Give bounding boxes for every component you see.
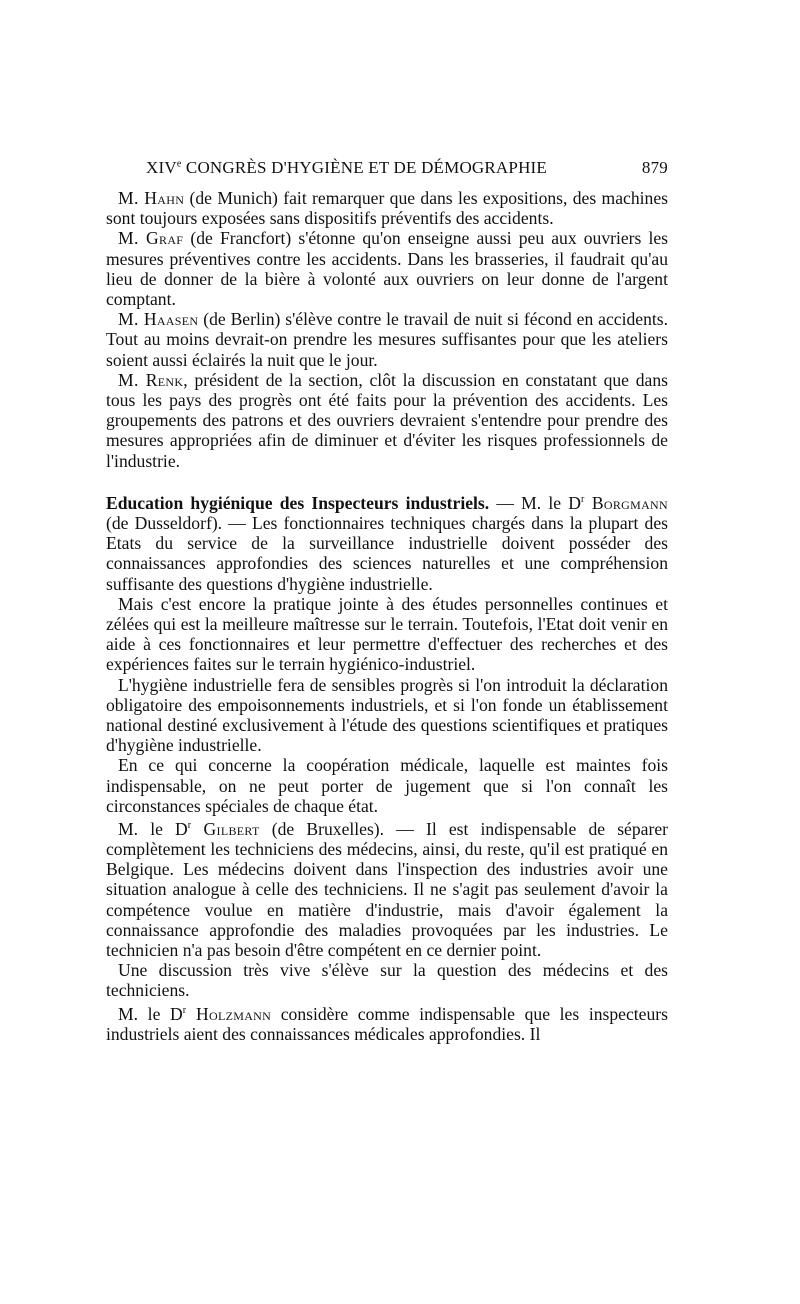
running-title — [146, 158, 547, 178]
paragraph-text: considère comme indispensable que les inspecteurs industriels aient des connaissances médicales approfondies. Il — [106, 1003, 668, 1044]
paragraph-text: En ce qui concerne la coopération médicale, laquelle est maintes fois indispensable, on ne peut porter de jugement que si l'on connaît les circonstances spéciales de chaque état. — [106, 755, 668, 816]
running-title-main: XIV — [146, 158, 177, 177]
speaker-name: M. Graf — [118, 228, 184, 249]
paragraph-text: Mais c'est encore la pratique jointe à des études personnelles continues et zélées qui est la meilleure maîtresse sur le terrain. Toutefois, l'Etat doit venir en aide à ces fonctionnaires et leur permettre d'effectuer des recherches et des expériences faites sur le terrain hygiénico-industriel. — [106, 593, 668, 675]
paragraph-text: (de Francfort) s'étonne qu'on enseigne aussi peu aux ouvriers les mesures préventives contre les accidents. Dans les brasseries, il faudrait qu'au lieu de donner de la bière à volonté aux ouvriers on leur donne de l'argent comptant. — [106, 228, 669, 310]
speaker-name: M. Haasen — [118, 309, 199, 330]
paragraph-text: (de Berlin) s'élève contre le travail de nuit si fécond en accidents. Tout au moins devrait-on prendre les mesures suffisantes pour que les ateliers soient aussi éclairés la nuit que le jour. — [106, 309, 668, 370]
speaker-lead: M. le D — [118, 818, 188, 839]
speaker-name: M. Hahn — [118, 188, 185, 208]
paragraph-pratique — [106, 594, 668, 675]
section-title: Education hygiénique des Inspecteurs industriels. — [106, 492, 490, 513]
paragraph-text: (de Bruxelles). — Il est indispensable de séparer complètement les techniciens des médecins, ainsi, du reste, qu'il est pratiqué en Belgique. Les médecins doivent dans l'inspection des industries avoir une situation analogue à celle des techniciens. Il ne s'agit pas seulement d'avoir la compétence voulue en matière d'industrie, mais d'avoir également la connaissance approfondie des maladies provoquées par les industries. Le technicien n'a pas besoin d'être compétent en ce dernier point. — [106, 818, 668, 961]
section-gap — [106, 471, 668, 490]
paragraph-text: , président de la section, clôt la discussion en constatant que dans tous les pays des progrès ont été faits pour la prévention des accidents. Les groupements des patrons et des ouvriers devraient s'entendre pour prendre des mesures appropriées afin de diminuer et d'éviter les risques professionnels de l'industrie. — [106, 369, 668, 471]
paragraph-borgmann — [106, 490, 668, 594]
speaker-lead: — M. le D — [489, 492, 581, 513]
running-header — [106, 158, 668, 178]
paragraph-text: (de Dusseldorf). — Les fonctionnaires techniques chargés dans la plupart des Etats du service de la surveillance industrielle doivent posséder des connaissances approfondies des sciences naturelles et une compréhension suffisante des questions d'hygiène industrielle. — [106, 512, 668, 594]
speaker-name: Gilbert — [191, 818, 260, 839]
paragraph-gilbert — [106, 816, 668, 960]
paragraph-cooperation — [106, 755, 668, 816]
paragraph-text: Une discussion très vive s'élève sur la question des médecins et des techniciens. — [106, 960, 668, 1001]
paragraph-hahn — [106, 188, 668, 228]
running-title-sup: e — [176, 158, 182, 170]
paragraph-renk — [106, 370, 668, 471]
speaker-title-sup: r — [187, 819, 192, 831]
paragraph-hygiene-industrielle — [106, 675, 668, 756]
page-number: 879 — [641, 158, 668, 177]
paragraph-text: (de Munich) fait remarquer que dans les expositions, des machines sont toujours exposées sans dispositifs préventifs des accidents. — [106, 188, 668, 229]
paragraph-discussion — [106, 960, 668, 1000]
paragraph-graf — [106, 228, 668, 309]
speaker-name: Holzmann — [186, 1003, 272, 1024]
paragraph-holzmann — [106, 1001, 668, 1044]
speaker-lead: M. le D — [118, 1003, 183, 1024]
paragraph-haasen — [106, 309, 668, 370]
paragraph-text: L'hygiène industrielle fera de sensibles progrès si l'on introduit la déclaration obligatoire des empoisonnements industriels, et si l'on fonde un établissement national destiné exclusivement à l'étude des questions scientifiques et pratiques d'hygiène industrielle. — [106, 674, 668, 756]
speaker-title-sup: r — [182, 1004, 187, 1016]
speaker-name: M. Renk — [118, 369, 184, 390]
book-page — [106, 158, 668, 1044]
running-title-rest: CONGRÈS D'HYGIÈNE ET DE DÉMOGRAPHIE — [181, 158, 547, 177]
speaker-title-sup: r — [581, 493, 585, 505]
speaker-name: Borgmann — [584, 492, 668, 513]
